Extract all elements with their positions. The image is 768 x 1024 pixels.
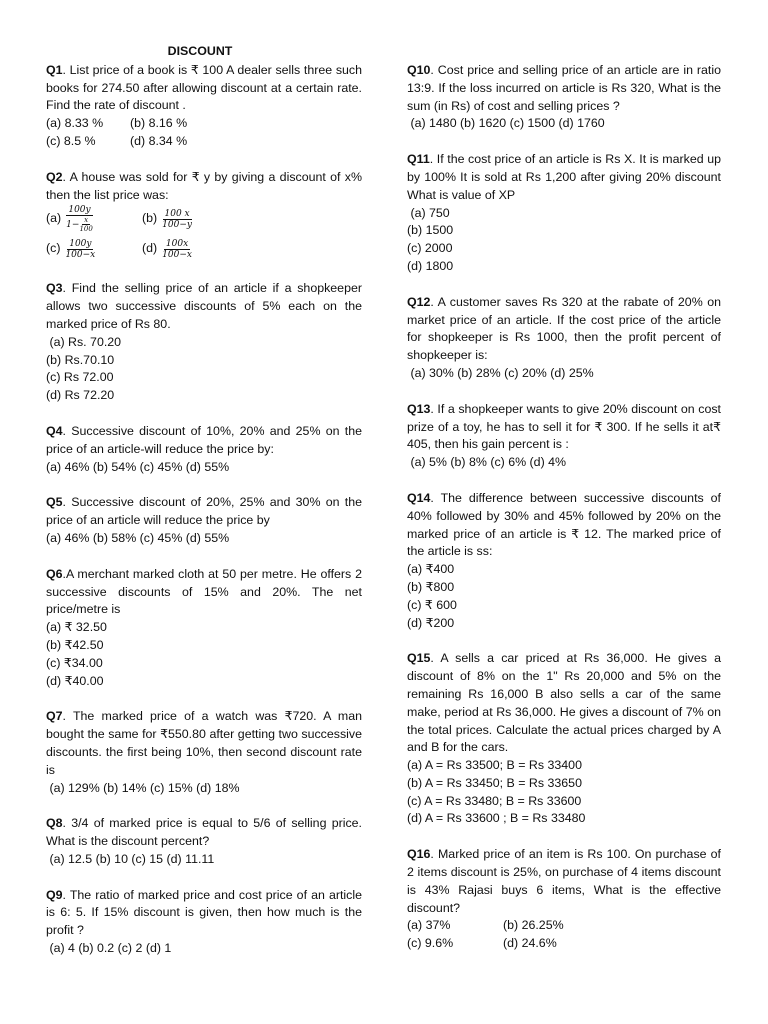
- options: (a) 1480 (b) 1620 (c) 1500 (d) 1760: [407, 116, 605, 131]
- question-6: [46, 566, 362, 691]
- option-d: (d) Rs 72.20: [46, 388, 115, 403]
- options: (a) 46% (b) 54% (c) 45% (d) 55%: [46, 459, 230, 474]
- option-b: (b) 1500: [407, 223, 454, 238]
- question-text: . A customer saves Rs 320 at the rabate of 20% on market price of an article. If the cost price of the article for shopkeeper is Rs 1000, then the profit percent of shopkeeper is:: [407, 294, 721, 363]
- question-text: . Find the selling price of an article if a shopkeeper allows two successive discounts of 5% each on the marked price of Rs 80.: [46, 281, 362, 331]
- question-10: [407, 62, 721, 133]
- question-16: [407, 846, 721, 953]
- question-number: Q6: [46, 566, 63, 581]
- question-number: Q15: [407, 651, 431, 666]
- option-a: (a) A = Rs 33500; B = Rs 33400: [407, 758, 582, 773]
- option-c: (c) $\frac{100y}{100-x}$: [46, 238, 96, 260]
- question-14: [407, 490, 721, 632]
- option-a: (a) ₹ 32.50: [46, 620, 107, 635]
- question-7: [46, 708, 362, 797]
- question-9: [46, 887, 362, 958]
- question-text: . List price of a book is ₹ 100 A dealer sells three such books for 274.50 after allowing discount at a certain rate. Find the rate of discount .: [46, 62, 362, 113]
- options: (a) 30% (b) 28% (c) 20% (d) 25%: [407, 365, 594, 380]
- option-a: (a) Rs. 70.20: [46, 334, 122, 349]
- option-a: (a) ₹400: [407, 562, 455, 577]
- option-c: (c) Rs 72.00: [46, 370, 114, 385]
- right-column: [407, 62, 721, 971]
- option-c: (c) A = Rs 33480; B = Rs 33600: [407, 793, 582, 808]
- fraction: $\frac{100x}{100-x}$: [162, 238, 192, 260]
- option-c: (c) 2000: [407, 241, 453, 256]
- option-a: (a) 100y 1− $\frac{x}{100}$: [46, 205, 93, 234]
- question-text: . Successive discount of 20%, 25% and 30% on the price of an article will reduce the price by: [46, 495, 362, 528]
- question-text: . Cost price and selling price of an article are in ratio 13:9. If the loss incurred on article is Rs 320, What is the sum (in Rs) of cost and selling prices ?: [407, 63, 721, 113]
- option-c: (c) ₹ 600: [407, 597, 457, 612]
- option-d: (d) 1800: [407, 258, 454, 273]
- question-number: Q10: [407, 63, 431, 77]
- options: (a) 129% (b) 14% (c) 15% (d) 18%: [46, 780, 240, 795]
- fraction: $\frac{100y}{100-x}$: [65, 238, 96, 260]
- question-number: Q12: [407, 294, 431, 309]
- question-text: . If a shopkeeper wants to give 20% discount on cost prize of a toy, he has to sell it for ₹ 300. If he sells it at₹ 405, then his gain percent is :: [407, 401, 721, 452]
- question-8: [46, 815, 362, 868]
- question-number: Q13: [407, 401, 431, 416]
- option-a: (a) 8.33 %: [46, 116, 104, 131]
- question-number: Q4: [46, 423, 63, 438]
- option-d: (d) A = Rs 33600 ; B = Rs 33480: [407, 811, 586, 826]
- question-2: [46, 169, 362, 265]
- question-4: [46, 423, 362, 476]
- fraction: $\frac{100 x}{100-y}$: [162, 208, 192, 230]
- question-text: . A house was sold for ₹ y by giving a discount of x% then the list price was:: [46, 169, 362, 202]
- question-number: Q16: [407, 847, 431, 862]
- question-number: Q11: [407, 152, 430, 167]
- option-b: (b) 26.25%: [503, 918, 564, 933]
- question-number: Q1: [46, 62, 63, 77]
- option-d: (d) ₹200: [407, 615, 455, 630]
- options: (a) 46% (b) 58% (c) 45% (d) 55%: [46, 530, 230, 545]
- question-12: [407, 294, 721, 383]
- question-13: [407, 401, 721, 472]
- question-text: .A merchant marked cloth at 50 per metre. He offers 2 successive discounts of 15% and 20%. The net price/metre is: [46, 566, 362, 617]
- option-d: (d) $\frac{100x}{100-x}$: [142, 238, 192, 260]
- options: (a) 5% (b) 8% (c) 6% (d) 4%: [407, 455, 567, 470]
- options: (a) 4 (b) 0.2 (c) 2 (d) 1: [46, 941, 172, 956]
- question-11: [407, 151, 721, 276]
- option-b: (b) ₹42.50: [46, 637, 104, 652]
- option-b: (b) ₹800: [407, 579, 455, 594]
- left-column: [46, 43, 362, 976]
- question-number: Q7: [46, 709, 63, 724]
- question-number: Q8: [46, 816, 63, 831]
- option-d: (d) ₹40.00: [46, 673, 104, 688]
- question-text: . The ratio of marked price and cost price of an article is 6: 5. If 15% discount is given, then how much is the profit ?: [46, 887, 362, 938]
- question-text: . 3/4 of marked price is equal to 5/6 of selling price. What is the discount percent?: [46, 816, 362, 849]
- question-number: Q9: [46, 887, 63, 902]
- question-3: [46, 280, 362, 405]
- option-c: (c) 8.5 %: [46, 133, 96, 148]
- question-number: Q14: [407, 490, 431, 505]
- option-c: (c) 9.6%: [407, 936, 454, 951]
- question-1: [46, 62, 362, 151]
- option-d: (d) 8.34 %: [130, 133, 188, 148]
- question-text: . The difference between successive discounts of 40% followed by 30% and 45% followed by 20% on the marked price of an article is ₹ 12. The marked price of the article is ss:: [407, 490, 721, 559]
- option-a: (a) 37%: [407, 918, 451, 933]
- question-number: Q5: [46, 495, 63, 510]
- option-b: (b) A = Rs 33450; B = Rs 33650: [407, 775, 582, 790]
- question-text: . If the cost price of an article is Rs X. It is marked up by 100% It is sold at Rs 1,200 after giving 20% discount What is value of XP: [407, 152, 721, 202]
- fraction: 100y 1− $\frac{x}{100}$: [66, 205, 93, 234]
- option-d: (d) 24.6%: [503, 936, 557, 951]
- question-text: . A sells a car priced at Rs 36,000. He gives a discount of 8% on the 1" Rs 20,000 and 5% on the remaining Rs 16,000 B also sells a car of the same make, period at Rs 36,000. He gives a discount of 7% on the total prices. Calculate the actual prices charged by A and B for the cars.: [407, 651, 721, 755]
- page-title: DISCOUNT: [167, 44, 233, 58]
- option-b: (b) $\frac{100 x}{100-y}$: [142, 208, 192, 230]
- question-number: Q2: [46, 169, 63, 184]
- question-text: . Marked price of an item is Rs 100. On purchase of 2 items discount is 25%, on purchase of 4 items discount is 43% Rajasi buys 6 items, What is the effective discount?: [407, 847, 721, 915]
- question-number: Q3: [46, 281, 63, 296]
- option-b: (b) 8.16 %: [130, 116, 188, 131]
- question-text: . Successive discount of 10%, 20% and 25% on the price of an article-will reduce the price by:: [46, 423, 362, 456]
- question-15: [407, 650, 721, 828]
- question-text: . The marked price of a watch was ₹720. A man bought the same for ₹550.80 after getting two successive discounts. the first being 10%, then second discount rate is: [46, 709, 362, 777]
- options: (a) 12.5 (b) 10 (c) 15 (d) 11.11: [46, 851, 215, 866]
- option-c: (c) ₹34.00: [46, 655, 103, 670]
- question-5: [46, 494, 362, 547]
- option-b: (b) Rs.70.10: [46, 352, 115, 367]
- option-a: (a) 750: [407, 205, 450, 220]
